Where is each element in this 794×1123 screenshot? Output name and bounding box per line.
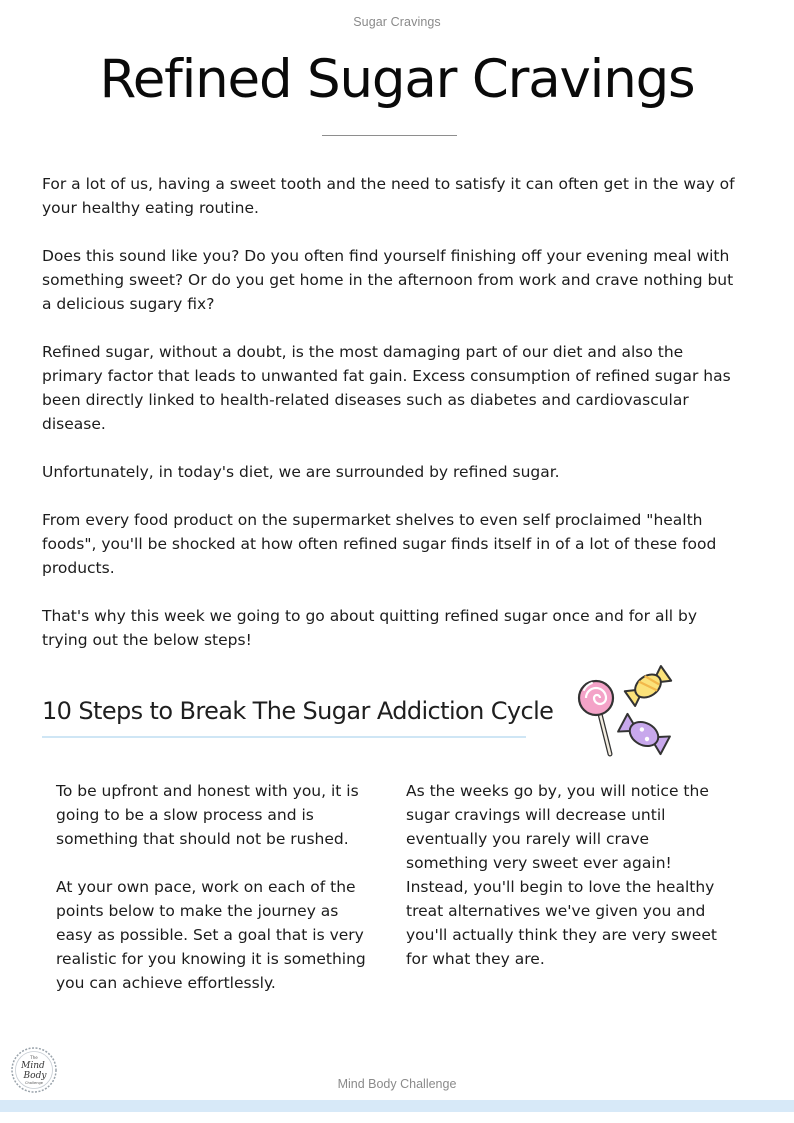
section-divider [42,736,526,738]
logo-text: Challenge [25,1081,43,1085]
title-divider [322,135,457,136]
page-title: Refined Sugar Cravings [99,49,695,110]
intro-paragraph: From every food product on the supermarket shelves to even self proclaimed "health foods", you'll be shocked at how often refined sugar finds itself in of a lot of these food products. [42,511,717,577]
column-paragraph: At your own pace, work on each of the points below to make the journey as easy as possible. Set a goal that is very realistic for you knowing it is something you can achieve effortlessly. [56,878,366,992]
intro-paragraph: For a lot of us, having a sweet tooth and the need to satisfy it can often get in the way of your healthy eating routine. [42,175,735,217]
lollipop-and-candy-icon [572,660,676,760]
logo-text: Body [23,1071,47,1081]
footer-text: Mind Body Challenge [337,1077,457,1091]
column-paragraph: As the weeks go by, you will notice the sugar cravings will decrease until eventually you rarely will crave something very sweet ever again! Instead, you'll begin to love the healthy treat alternatives we've given you and you'll actually think they are very sweet for what they are. [406,782,717,968]
footer-band [0,1100,794,1112]
intro-section [42,172,742,676]
intro-paragraph: Unfortunately, in today's diet, we are surrounded by refined sugar. [42,463,560,481]
logo-text: The [30,1055,38,1060]
running-header: Sugar Cravings [353,15,441,29]
column-paragraph: To be upfront and honest with you, it is going to be a slow process and is something that should not be rushed. [56,782,359,848]
wrapped-candy-icon [624,665,672,707]
left-column [56,779,368,1019]
section-heading: 10 Steps to Break The Sugar Addiction Cycle [42,697,554,725]
logo-text: Mind [21,1061,45,1071]
intro-paragraph: That's why this week we going to go about quitting refined sugar once and for all by trying out the below steps! [42,607,698,649]
intro-paragraph: Refined sugar, without a doubt, is the most damaging part of our diet and also the primary factor that leads to unwanted fat gain. Excess consumption of refined sugar has been directly linked to health-related diseases such as diabetes and cardiovascular disease. [42,343,731,433]
lollipop-icon [579,681,613,754]
wrapped-candy-icon [618,713,671,755]
right-column [406,779,718,995]
intro-paragraph: Does this sound like you? Do you often find yourself finishing off your evening meal with something sweet? Or do you get home in the afternoon from work and crave nothing but a delicious sugary fix? [42,247,734,313]
